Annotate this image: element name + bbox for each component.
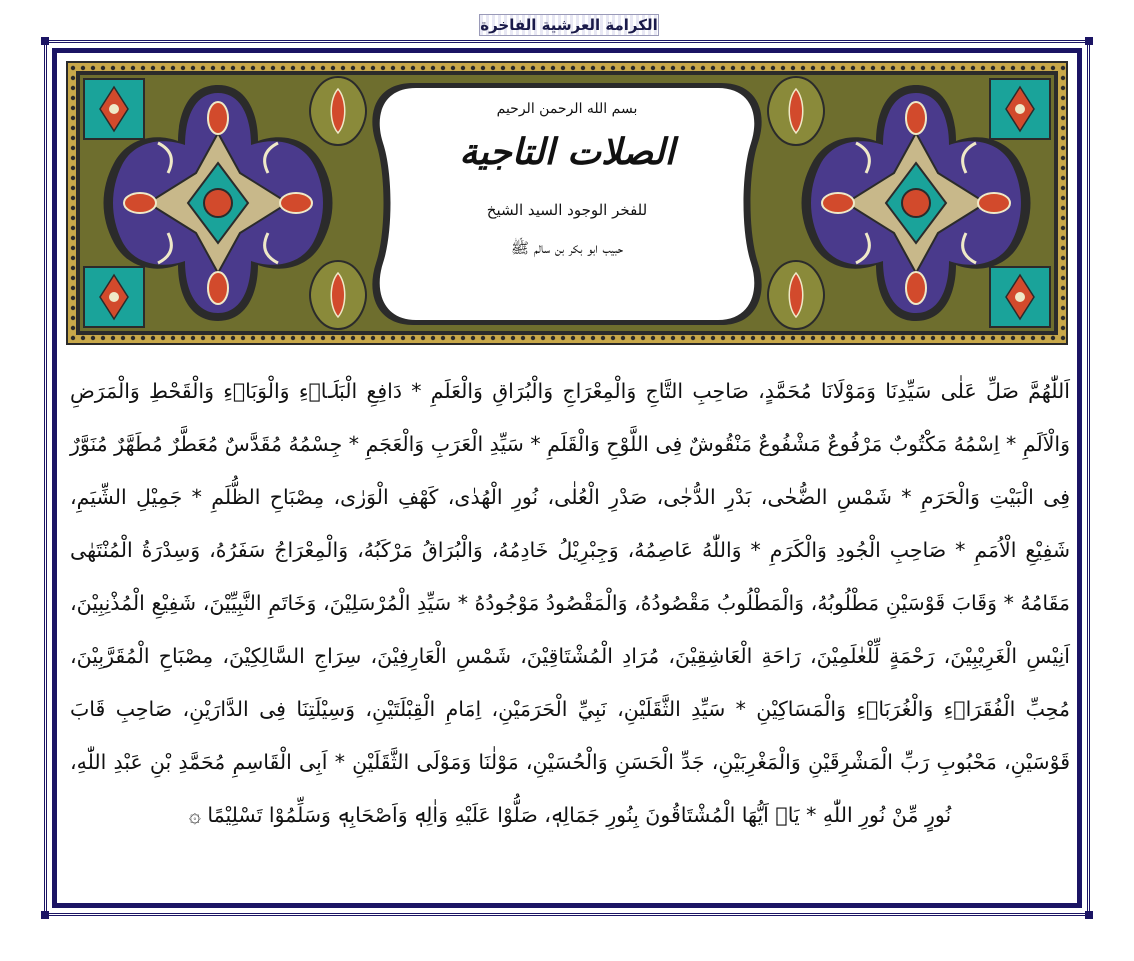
ornamental-banner <box>66 61 1068 345</box>
frame-corner-bottom-right <box>1085 911 1093 919</box>
title-cartouche <box>356 77 778 329</box>
subtitle-text: للفخر الوجود السيد الشيخ <box>486 201 648 219</box>
basmala-text: بسم الله الرحمن الرحيم <box>496 101 638 117</box>
page-title: الصلات التاجية <box>459 131 675 173</box>
header-calligraphy-mark: الكرامة العرشية الفاخرة <box>480 16 658 34</box>
frame-corner-bottom-left <box>41 911 49 919</box>
frame-corner-top-left <box>41 37 49 45</box>
frame-corner-top-right <box>1085 37 1093 45</box>
salawat-body-text: اَللّٰهُمَّ صَلِّ عَلٰى سَيِّدِنَا وَمَوْلَانَا مُحَمَّدٍ، صَاحِبِ التَّاجِ وَالْمِعْرَاجِ وَالْبُرَاقِ وَالْعَلَمِ * دَافِعِ الْبَلَاۤءِ وَالْوَبَاۤءِ وَالْقَحْطِ وَالْمَرَضِ وَالْاَلَمِ * اِسْمُهُ مَكْتُوبٌ مَرْفُوعٌ مَشْفُوعٌ مَنْقُوشٌ فِى اللَّوْحِ وَالْقَلَمِ * سَيِّدِ الْعَرَبِ وَالْعَجَمِ * جِسْمُهُ مُقَدَّسٌ مُعَطَّرٌ مُطَهَّرٌ مُنَوَّرٌ فِى الْبَيْتِ وَالْحَرَمِ * شَمْسِ الضُّحٰى، بَدْرِ الدُّجٰى، صَدْرِ الْعُلٰى، نُورِ الْهُدٰى، كَهْفِ الْوَرٰى، مِصْبَاحِ الظُّلَمِ * جَمِيْلِ الشِّيَمِ، شَفِيْعِ الْاُمَمِ * صَاحِبِ الْجُودِ وَالْكَرَمِ * وَاللّٰهُ عَاصِمُهُ، وَجِبْرِيْلُ خَادِمُهُ، وَالْبُرَاقُ مَرْكَبُهُ، وَالْمِعْرَاجُ سَفَرُهُ، وَسِدْرَةُ الْمُنْتَهٰى مَقَامُهُ * وَقَابَ قَوْسَيْنِ مَطْلُوبُهُ، وَالْمَطْلُوبُ مَقْصُودُهُ، وَالْمَقْصُودُ مَوْجُودُهُ * سَيِّدِ الْمُرْسَلِيْنَ، وَخَاتَمِ النَّبِيِّيْنَ، شَفِيْعِ الْمُذْنِبِيْنَ، اَنِيْسِ الْغَرِيْبِيْنَ، رَحْمَةٍ لِّلْعٰلَمِيْنَ، رَاحَةِ الْعَاشِقِيْنَ، مُرَادِ الْمُشْتَاقِيْنَ، شَمْسِ الْعَارِفِيْنَ، سِرَاجِ السَّالِكِيْنَ، مِصْبَاحِ الْمُقَرَّبِيْنَ، مُحِبِّ الْفُقَرَاۤءِ وَالْغُرَبَاۤءِ وَالْمَسَاكِيْنِ * سَيِّدِ الثَّقَلَيْنِ، نَبِيِّ الْحَرَمَيْنِ، اِمَامِ الْقِبْلَتَيْنِ، وَسِيْلَتِنَا فِى الدَّارَيْنِ، صَاحِبِ قَابَ قَوْسَيْنِ، مَحْبُوبِ رَبِّ الْمَشْرِقَيْنِ وَالْمَغْرِبَيْنِ، جَدِّ الْحَسَنِ وَالْحُسَيْنِ، مَوْلٰنَا وَمَوْلَى الثَّقَلَيْنِ * اَبِى الْقَاسِمِ مُحَمَّدِ بْنِ عَبْدِ اللّٰهِ، نُورٍ مِّنْ نُورِ اللّٰهِ * يَاۤ اَيُّهَا الْمُشْتَاقُونَ بِنُورِ جَمَالِهٖ، صَلُّوْا عَلَيْهِ وَاٰلِهٖ وَاَصْحَابِهٖ وَسَلِّمُوْا تَسْلِيْمًا ۞ <box>70 379 1070 827</box>
author-name: حبيب ابو بكر بن سالم ﷺ <box>510 239 624 257</box>
